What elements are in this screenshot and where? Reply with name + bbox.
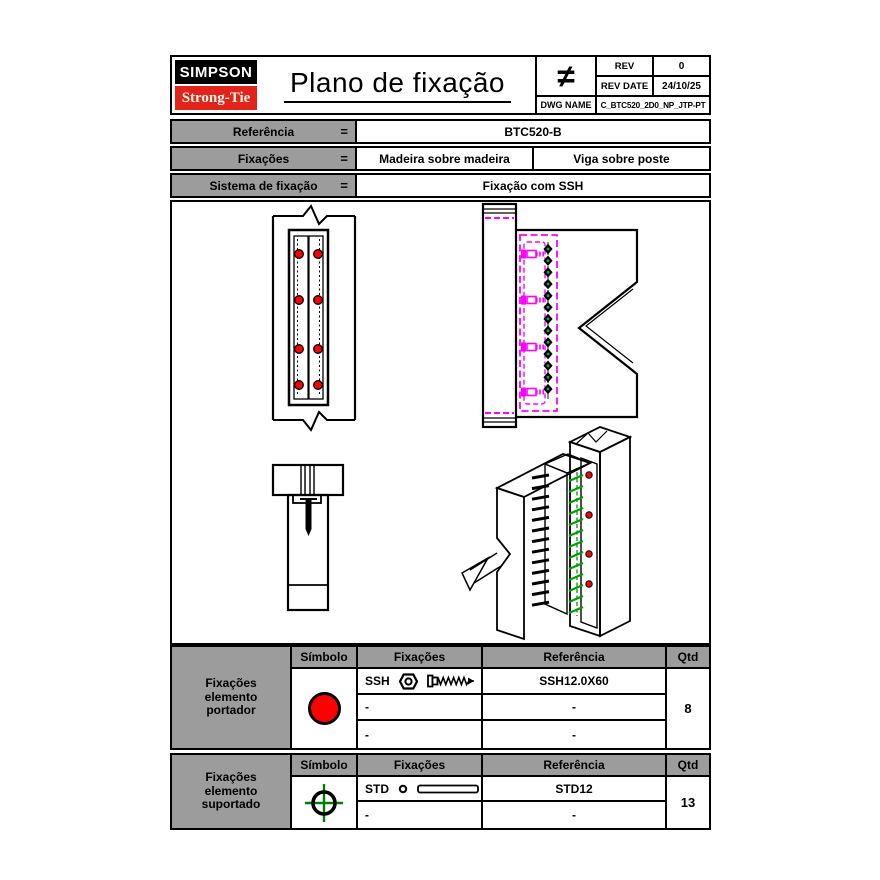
title-block [170, 55, 711, 115]
equals-sign: = [340, 178, 348, 193]
info-row-fixings [170, 146, 711, 171]
column-header-fixings: Fixações [358, 755, 481, 775]
screw-section [306, 499, 312, 536]
red-circle-symbol [308, 692, 341, 725]
dowel-side-icon [417, 784, 479, 794]
group-label: Fixações elemento suportado [172, 755, 290, 828]
rev-value: 0 [654, 57, 709, 75]
strongtie-logo: Strong-Tie [175, 86, 257, 110]
dowel-end-icon [398, 784, 408, 794]
rev-date-value: 24/10/25 [654, 77, 709, 95]
column-header-qty: Qtd [667, 647, 709, 667]
column-header-qty: Qtd [667, 755, 709, 775]
brand-logo [172, 57, 260, 113]
group-label: Fixações elemento portador [172, 647, 290, 748]
info-row-reference [170, 119, 711, 144]
fixing-cell: SSH [358, 669, 481, 693]
top-view-drawing [273, 465, 343, 610]
info-label-text: Sistema de fixação [209, 178, 318, 193]
qty-cell: 8 [667, 669, 709, 748]
info-value: Fixação com SSH [482, 178, 584, 193]
reference-cell: - [483, 721, 665, 748]
front-view-drawing [273, 206, 355, 430]
column-header-symbol: Símbolo [292, 647, 356, 667]
crosshair-symbol [303, 782, 345, 824]
equals-sign: = [340, 124, 348, 139]
simpson-logo: SIMPSON [175, 60, 257, 84]
info-value: Madeira sobre madeira [379, 151, 510, 166]
drawing-sheet [170, 55, 711, 831]
iso-ssh-markers [586, 472, 592, 587]
reference-cell: STD12 [483, 777, 665, 800]
isometric-view-drawing [462, 427, 630, 639]
column-header-fixings: Fixações [358, 647, 481, 667]
column-header-symbol: Símbolo [292, 755, 356, 775]
column-header-reference: Referência [483, 647, 665, 667]
reference-cell: - [483, 802, 665, 828]
dwg-name-value: C_BTC520_2D0_NP_JTP-PT [597, 97, 709, 113]
equals-sign: = [340, 151, 348, 166]
fixing-cell: - [358, 721, 481, 748]
drawing-area [170, 200, 711, 645]
fastener-table-suportado [170, 753, 711, 830]
reference-cell: - [483, 695, 665, 719]
symbol-cell [292, 777, 356, 828]
info-row-system [170, 173, 711, 198]
hex-head-icon [399, 673, 418, 690]
info-label [172, 175, 357, 196]
rev-date-label: REV DATE [597, 77, 652, 95]
info-label [172, 121, 357, 142]
fixing-cell: STD [358, 777, 481, 800]
page-title: Plano de fixação [284, 67, 511, 103]
reference-cell: SSH12.0X60 [483, 669, 665, 693]
side-view-drawing [483, 204, 637, 427]
revision-block [535, 57, 709, 113]
iso-screw-heads [532, 475, 549, 605]
fastener-table-portador [170, 645, 711, 750]
qty-cell: 13 [667, 777, 709, 828]
rev-label: REV [597, 57, 652, 75]
info-value: BTC520-B [504, 124, 562, 139]
column-header-reference: Referência [483, 755, 665, 775]
technical-drawing [172, 202, 708, 642]
info-label [172, 148, 357, 169]
info-label-text: Referência [232, 124, 295, 139]
info-value: Viga sobre poste [532, 148, 709, 169]
symbol-cell [292, 669, 356, 748]
fixing-cell: - [358, 802, 481, 828]
dwg-name-label: DWG NAME [537, 97, 595, 113]
fixing-cell: - [358, 695, 481, 719]
not-equal-icon: ≠ [537, 57, 595, 95]
screw-side-icon [427, 673, 475, 689]
info-label-text: Fixações [237, 151, 290, 166]
